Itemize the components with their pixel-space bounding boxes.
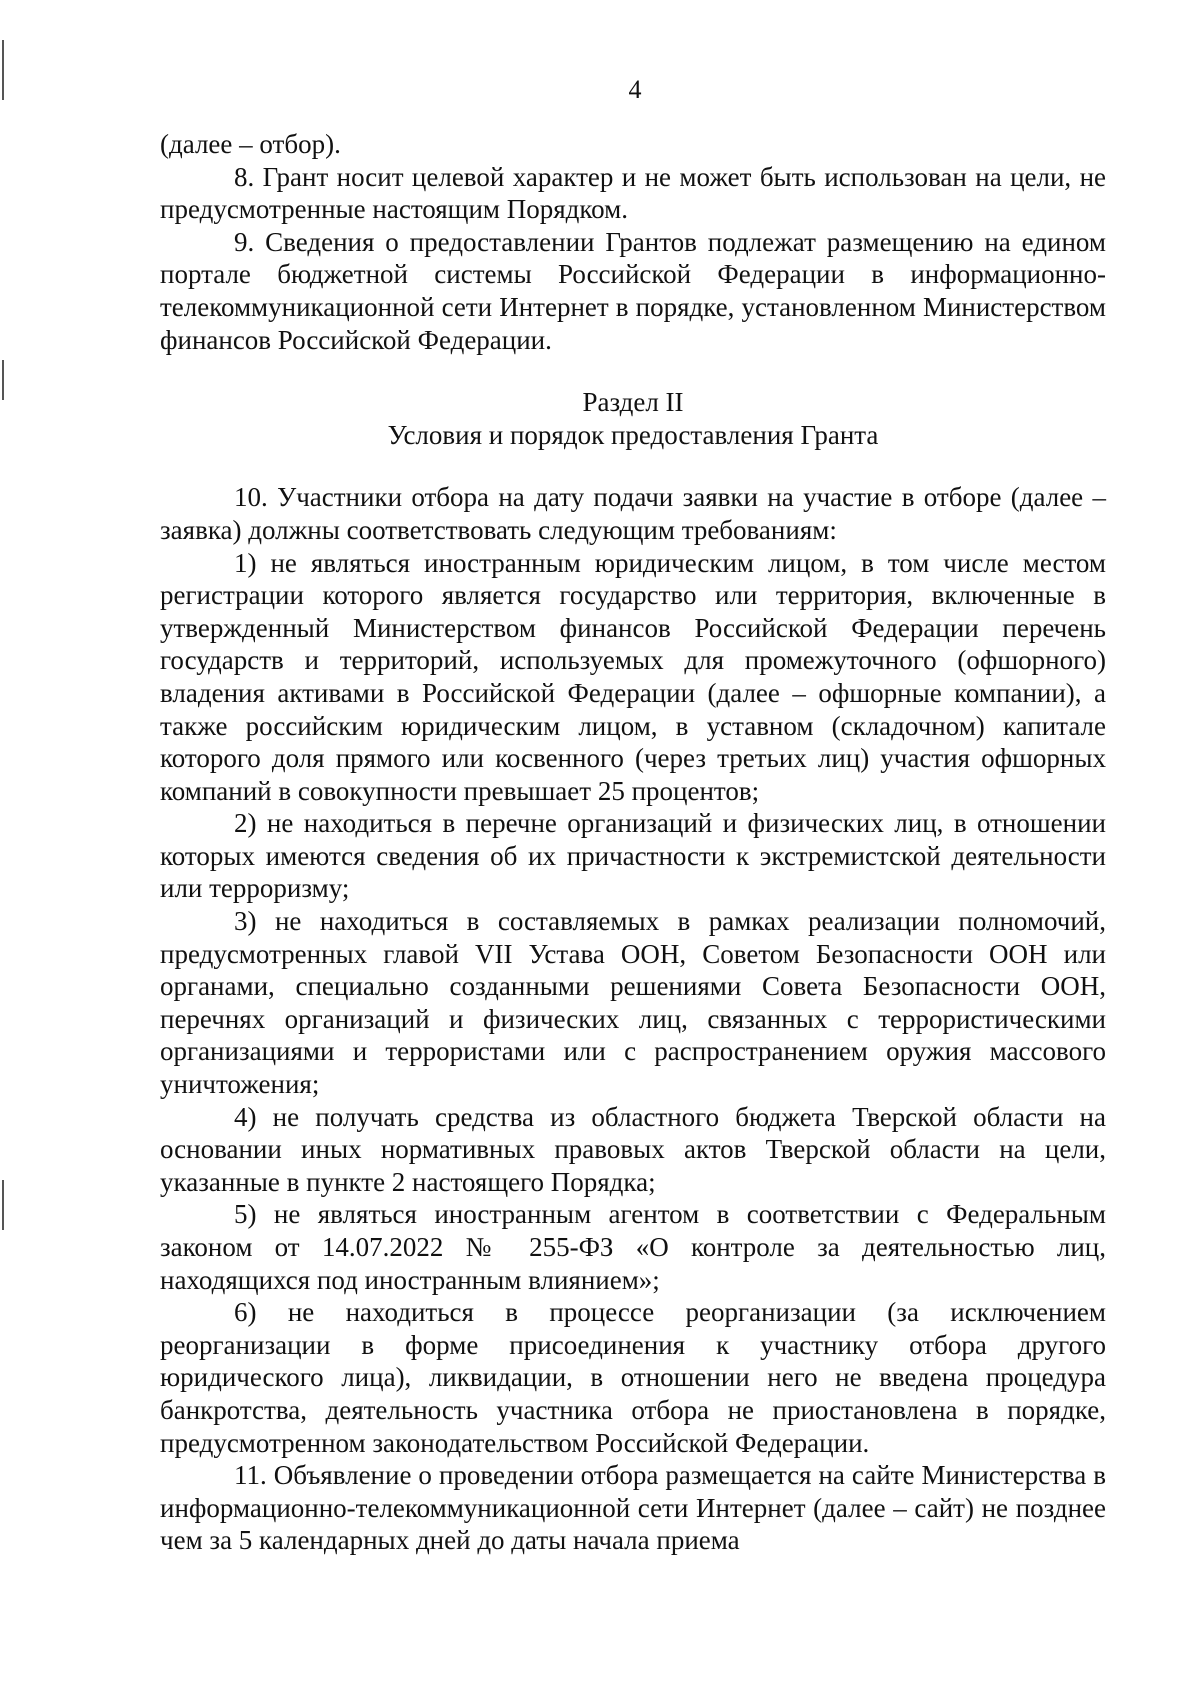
paragraph: (далее – отбор).: [160, 129, 341, 159]
section-title: Условия и порядок предоставления Гранта: [387, 419, 879, 450]
paragraph-item-9: 9. Сведения о предоставлении Грантов подлежат размещению на едином портале бюджетной системы Российской Федерации в информационно-телекоммуникационной сети Интернет в порядке, установленном Министерством финансов Российской Федерации.: [160, 226, 1106, 355]
requirement-2: 2) не находиться в перечне организаций и физических лиц, в отношении которых имеются сведения об их причастности к экстремистской деятельности или терроризму;: [160, 808, 1106, 904]
document-body: [160, 128, 1106, 1557]
scan-edge-mark: [2, 360, 4, 400]
section-label: Раздел II: [582, 387, 684, 418]
paragraph-item-10: 10. Участники отбора на дату подачи заявки на участие в отборе (далее – заявка) должны соответствовать следующим требованиям:: [160, 482, 1106, 545]
requirement-5: 5) не являться иностранным агентом в соответствии с Федеральным законом от 14.07.2022 № 255-ФЗ «О контроле за деятельностью лиц, находящихся под иностранным влиянием»;: [160, 1199, 1106, 1295]
requirement-6: 6) не находиться в процессе реорганизации (за исключением реорганизации в форме присоединения к участнику отбора другого юридического лица), ликвидации, в отношении него не введена процедура банкротства, деятельность участника отбора не приостановлена в порядке, предусмотренном законодательством Российской Федерации.: [160, 1297, 1106, 1458]
scan-edge-mark: [2, 1180, 4, 1230]
paragraph-item-11: 11. Объявление о проведении отбора размещается на сайте Министерства в информационно-телекоммуникационной сети Интернет (далее – сайт) не позднее чем за 5 календарных дней до даты начала приема: [160, 1460, 1106, 1556]
paragraph-item-8: 8. Грант носит целевой характер и не может быть использован на цели, не предусмотренные настоящим Порядком.: [160, 161, 1106, 225]
requirement-3: 3) не находиться в составляемых в рамках реализации полномочий, предусмотренных главой VII Устава ООН, Советом Безопасности ООН или органами, специально созданными решениями Совета Безопасности ООН, перечнях организаций и физических лиц, связанных с террористическими организациями и террористами или с распространением оружия массового уничтожения;: [160, 906, 1106, 1100]
requirement-4: 4) не получать средства из областного бюджета Тверской области на основании иных нормативных правовых актов Тверской области на цели, указанные в пункте 2 настоящего Порядка;: [160, 1101, 1106, 1197]
page-number: 4: [628, 75, 642, 104]
requirement-1: 1) не являться иностранным юридическим лицом, в том числе местом регистрации которого является государство или территория, включенные в утвержденный Министерством финансов Российской Федерации перечень государств и территорий, используемых для промежуточного (офшорного) владения активами в Российской Федерации (далее – офшорные компании), а также российским юридическим лицом, в уставном (складочном) капитале которого доля прямого или косвенного (через третьих лиц) участия офшорных компаний в совокупности превышает 25 процентов;: [160, 547, 1106, 806]
